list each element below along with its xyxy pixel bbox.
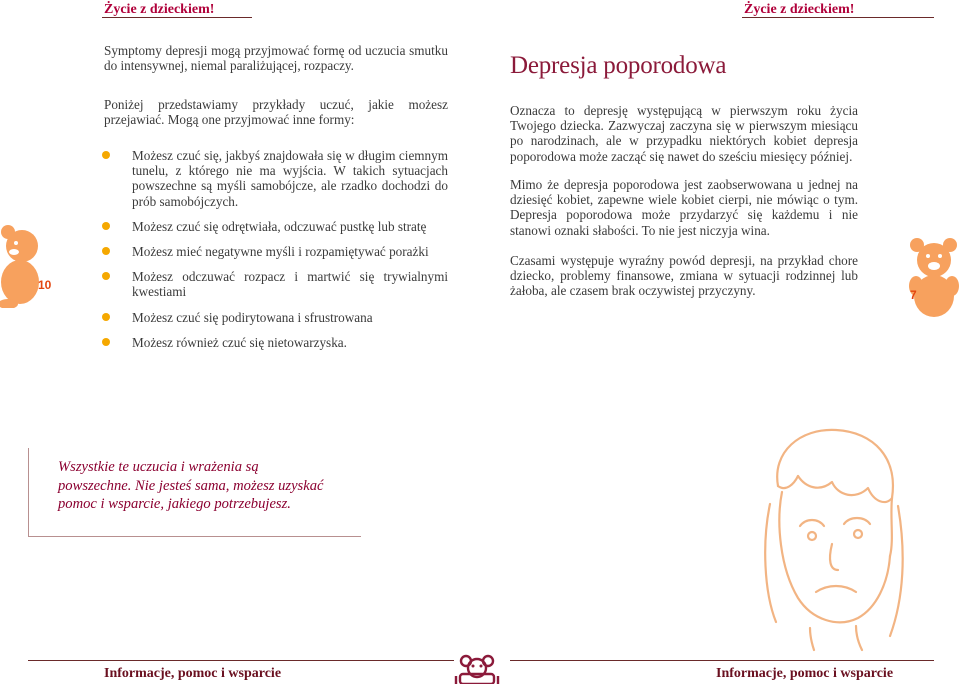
quote-text: Wszystkie te uczucia i wrażenia są powszechne. Nie jesteś sama, możesz uzyskać pomoc i wsparcie, jakiego potrzebujesz.: [58, 459, 324, 512]
header-rule-right: [742, 17, 934, 18]
list-item: Możesz mieć negatywne myśli i rozpamiętywać porażki: [102, 244, 448, 259]
symptom-list: [102, 148, 448, 360]
list-item: Możesz czuć się odrętwiała, odczuwać pustkę lub stratę: [102, 219, 448, 234]
sad-woman-illustration: [740, 422, 920, 654]
paragraph-prevalence: Mimo że depresja poporodowa jest zaobserwowana u jednej na dziesięć kobiet, zapewne wiele kobiet cierpi, nie mówiąc o tym. Depresja poporodowa może przydarzyć się każdemu i nie stanowi oznaki słabości. To nie jest niczyja wina.: [510, 177, 858, 238]
page-number-left: 10: [38, 278, 52, 292]
bullet-dot: [102, 313, 110, 321]
list-item: Możesz czuć się podirytowana i sfrustrowana: [102, 310, 448, 325]
paragraph-causes: Czasami występuje wyraźny powód depresji, na przykład chore dziecko, problemy finansowe, zmiana w sytuacji rodzinnej lub żałoba, ale czasem brak oczywistej przyczyny.: [510, 253, 858, 299]
paragraph-definition: Oznacza to depresję występującą w pierwszym roku życia Twojego dziecka. Zazwyczaj zaczyna się w pierwszym miesiącu po narodzinach, ale w przypadku niektórych kobiet depresja poporodowa może zacząć się nawet do sześciu miesięcy później.: [510, 103, 858, 164]
footer-rule-left: [28, 660, 454, 661]
bullet-dot: [102, 272, 110, 280]
page-title: Depresja poporodowa: [510, 52, 727, 79]
footer-rule-right: [510, 660, 934, 661]
bullet-dot: [102, 222, 110, 230]
teddy-bear-icon: [0, 224, 44, 308]
header-title-right: Życie z dzieckiem!: [744, 2, 855, 17]
list-item: Możesz odczuwać rozpacz i martwić się trywialnymi kwestiami: [102, 269, 448, 299]
footer-text-left: Informacje, pomoc i wsparcie: [104, 666, 282, 681]
bullet-dot: [102, 338, 110, 346]
intro-paragraph: Symptomy depresji mogą przyjmować formę od uczucia smutku do intensywnej, niemal paraliżującej, rozpaczy.: [104, 43, 448, 74]
teddy-bear-icon: [908, 236, 960, 320]
footer-text-right: Informacje, pomoc i wsparcie: [716, 666, 894, 681]
page-number-right: 7: [910, 288, 917, 302]
list-item: Możesz czuć się, jakbyś znajdowała się w długim ciemnym tunelu, z którego nie ma wyjścia. W takich sytuacjach powszechne są myśli samobójcze, ale rzadko dochodzi do prób samobójczych.: [102, 148, 448, 209]
bullet-dot: [102, 247, 110, 255]
header-rule-left: [102, 17, 252, 18]
examples-intro-paragraph: Poniżej przedstawiamy przykłady uczuć, jakie możesz przejawiać. Mogą one przyjmować inne formy:: [104, 97, 448, 128]
list-item: Możesz również czuć się nietowarzyska.: [102, 335, 448, 350]
bullet-dot: [102, 151, 110, 159]
teddy-logo-icon: [452, 654, 502, 684]
header-title-left: Życie z dzieckiem!: [104, 2, 215, 17]
